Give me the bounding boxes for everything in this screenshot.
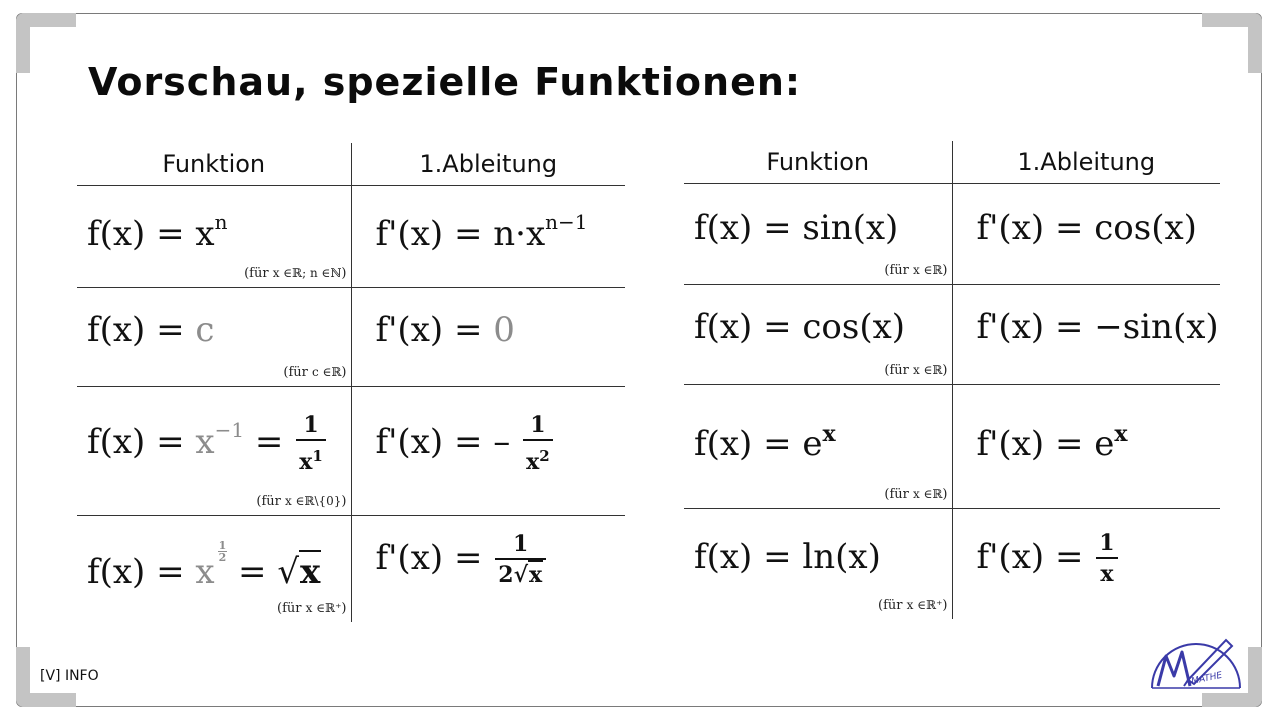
derivative-formula: f'(x) = $\frac{1}{x}$ — [977, 529, 1120, 589]
function-formula: $f(x) = x^n$ — [87, 210, 228, 254]
derivative-formula: $f'(x) = e^x$ — [976, 421, 1128, 464]
function-cell — [684, 184, 952, 285]
header-ableitung: 1.Ableitung — [952, 141, 1220, 184]
function-formula: f(x) = c — [87, 310, 215, 350]
domain-condition: (für x ∈ℝ⁺) — [277, 600, 347, 616]
domain-condition: (für x ∈ℝ⁺) — [878, 597, 948, 613]
mathe-logo — [1148, 634, 1244, 690]
fraction: $\frac{1}{x^1}$ — [296, 411, 326, 477]
fraction: $\frac{1}{x^2}$ — [523, 411, 553, 477]
table-row — [684, 509, 1220, 619]
fraction-exponent: $\frac{1}{2}$ — [218, 539, 227, 564]
function-cell — [77, 186, 351, 288]
derivative-cell — [952, 509, 1220, 619]
header-ableitung: 1.Ableitung — [351, 143, 625, 186]
derivative-formula: f'(x) = −sin(x) — [976, 307, 1219, 347]
function-cell — [77, 516, 351, 622]
derivative-cell — [351, 288, 625, 387]
fraction: $\frac{1}{2√x}$ — [495, 530, 546, 590]
domain-condition: (für x ∈ℝ) — [884, 363, 948, 378]
function-cell — [77, 288, 351, 387]
derivative-formula: f'(x) = – $\frac{1}{x^2}$ — [376, 411, 555, 477]
table-row — [684, 184, 1220, 285]
table-row — [684, 385, 1220, 509]
table-row — [77, 387, 625, 516]
logo-text: MATHE — [1190, 670, 1224, 687]
derivatives-table-left — [77, 143, 625, 622]
domain-condition: (für x ∈ℝ\{0}) — [256, 494, 347, 509]
footer-info-label: [V] INFO — [40, 668, 99, 684]
derivative-formula: f'(x) = cos(x) — [976, 208, 1197, 248]
domain-condition: (für x ∈ℝ) — [884, 263, 948, 278]
function-formula: $f(x) = x^{-1}$ = $\frac{1}{x^1}$ — [87, 411, 328, 477]
derivative-formula: $f'(x) = n\cdot x^{n-1}$ — [375, 210, 588, 254]
corner-bracket-top-left — [16, 13, 76, 73]
derivative-cell — [952, 285, 1220, 385]
fraction: $\frac{1}{x}$ — [1096, 529, 1117, 589]
header-funktion: Funktion — [684, 141, 952, 184]
derivative-cell — [351, 186, 625, 288]
domain-condition: (für x ∈ℝ; n ∈ℕ) — [244, 266, 347, 281]
derivative-cell — [351, 387, 625, 516]
table-row — [77, 516, 625, 622]
function-cell — [684, 285, 952, 385]
table-row — [77, 186, 625, 288]
function-cell — [684, 385, 952, 509]
derivative-formula: f'(x) = $\frac{1}{2√x}$ — [376, 530, 549, 590]
function-formula: f(x) = cos(x) — [694, 307, 906, 347]
function-formula: f(x) = ln(x) — [694, 537, 881, 577]
derivative-cell — [952, 385, 1220, 509]
table-row — [77, 288, 625, 387]
derivatives-table-right — [684, 141, 1220, 619]
domain-condition: (für c ∈ℝ) — [283, 365, 347, 380]
function-cell — [77, 387, 351, 516]
corner-bracket-top-right — [1202, 13, 1262, 73]
function-formula: f(x) = x $\frac{1}{2}$ = √x — [87, 539, 321, 592]
derivative-cell — [952, 184, 1220, 285]
slide-title: Vorschau, spezielle Funktionen: — [88, 60, 802, 104]
function-cell — [684, 509, 952, 619]
derivative-formula: f'(x) = 0 — [375, 310, 515, 350]
table-row — [684, 285, 1220, 385]
function-formula: f(x) = sin(x) — [694, 208, 899, 248]
domain-condition: (für x ∈ℝ) — [884, 487, 948, 502]
header-funktion: Funktion — [77, 143, 351, 186]
derivative-cell — [351, 516, 625, 622]
function-formula: $f(x) = e^x$ — [694, 421, 836, 464]
